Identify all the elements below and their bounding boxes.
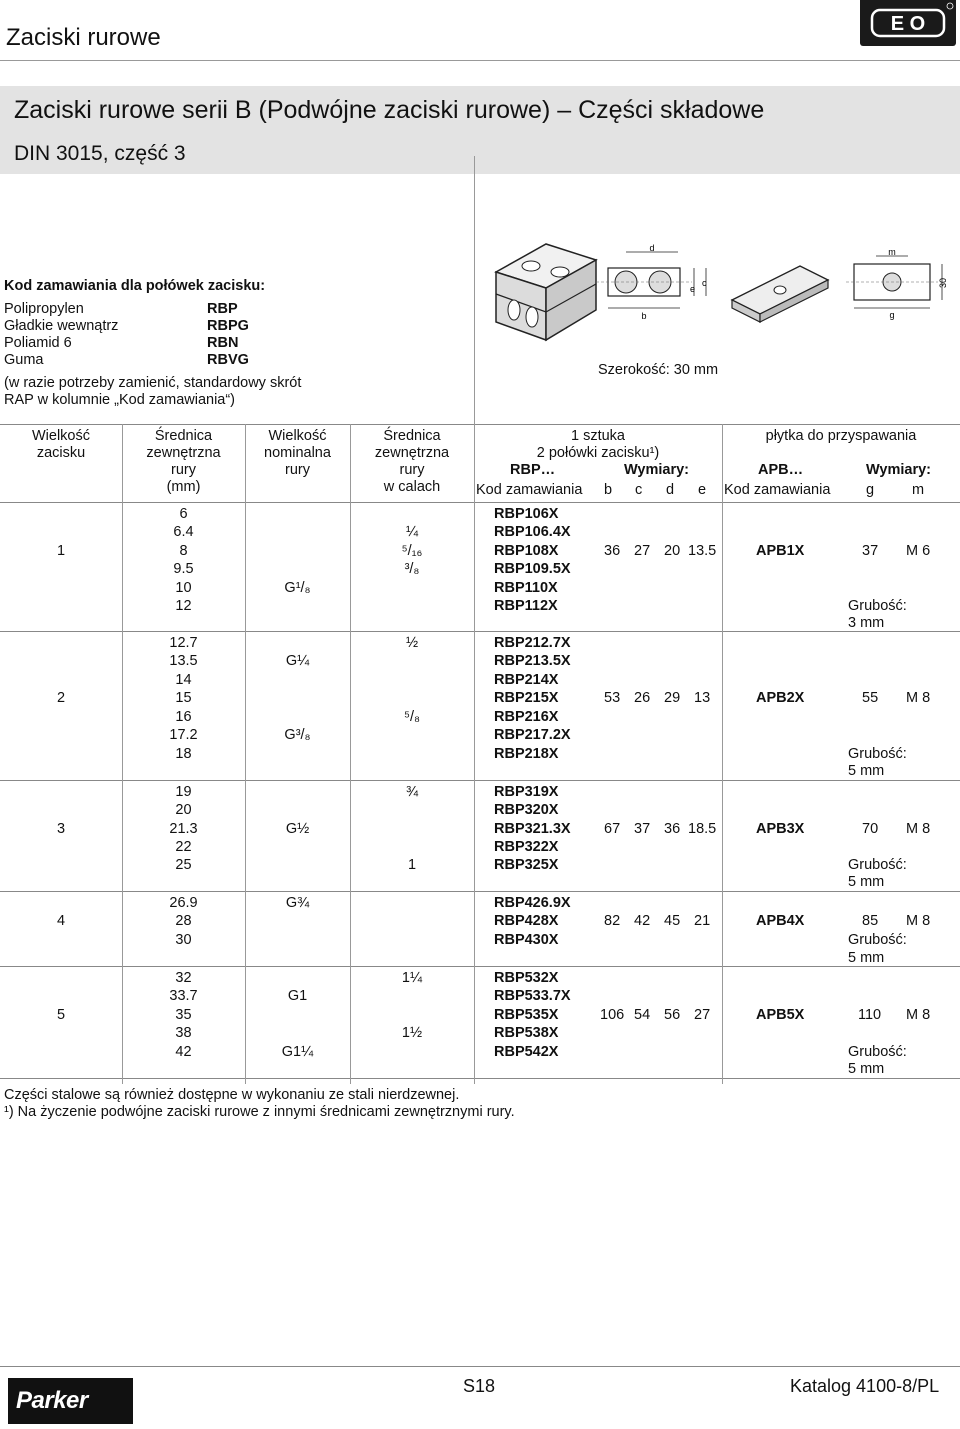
table-bottom-rule	[0, 1078, 960, 1079]
thickness-value: 5 mm	[848, 950, 885, 966]
od-mm: 21.3	[169, 821, 198, 837]
od-inch: ½	[405, 635, 419, 651]
dim-c: 26	[634, 690, 651, 706]
clamp-3d-drawing	[486, 232, 606, 344]
od-mm: 12.7	[169, 635, 198, 651]
od-inch: ³/₈	[404, 561, 420, 577]
order-code: RBP430X	[494, 932, 559, 948]
plate-g: 70	[862, 821, 879, 837]
dim-b: 67	[604, 821, 621, 837]
dim-b: 36	[604, 543, 621, 559]
header-plate: płytka do przyspawania	[765, 428, 917, 444]
eo-logo	[860, 0, 956, 46]
plate-code: APB5X	[756, 1007, 805, 1023]
vertical-separator	[474, 156, 475, 426]
header-dims: Wymiary:	[624, 462, 690, 478]
order-code: RBP542X	[494, 1044, 559, 1060]
dim-c: 42	[634, 913, 651, 929]
plate-m: M 8	[906, 913, 931, 929]
weld-plate-drawing	[728, 262, 832, 328]
group-rule-3	[0, 891, 960, 892]
width-note: Szerokość: 30 mm	[598, 362, 719, 378]
order-code: RBP106X	[494, 506, 559, 522]
footnote-1: ¹) Na życzenie podwójne zaciski rurowe z innymi średnicami zewnętrznymi rury.	[4, 1104, 515, 1120]
od-mm: 20	[175, 802, 192, 818]
plate-g: 85	[862, 913, 879, 929]
plate-code: APB2X	[756, 690, 805, 706]
section-title: Zaciski rurowe	[6, 24, 161, 51]
parker-logo-text: Parker	[16, 1387, 88, 1414]
header-g: g	[866, 482, 875, 498]
nominal-size: G¹/₈	[284, 580, 311, 596]
dim-d: 20	[664, 543, 681, 559]
header-piece: 1 sztuka 2 połówki zacisku¹)	[536, 428, 660, 461]
nominal-size: G¼	[285, 653, 310, 669]
od-mm: 33.7	[169, 988, 198, 1004]
dim-c-label: c	[702, 278, 707, 288]
order-code: RBP212.7X	[494, 635, 571, 651]
thickness-label: Grubość:	[848, 598, 907, 614]
clamp-size: 3	[56, 821, 66, 837]
order-code: RBP217.2X	[494, 727, 571, 743]
dim-e-label: e	[690, 284, 696, 294]
plate-code: APB4X	[756, 913, 805, 929]
order-code: RBP106.4X	[494, 524, 571, 540]
od-inch: ⁵/₁₆	[401, 543, 423, 559]
order-code: RBP321.3X	[494, 821, 571, 837]
page-title: Zaciski rurowe serii B (Podwójne zaciski rurowe) – Części składowe	[14, 96, 765, 124]
footer-rule	[0, 1366, 960, 1367]
header-apb: APB…	[758, 462, 804, 478]
od-inch: 1½	[401, 1025, 423, 1041]
plate-g: 37	[862, 543, 879, 559]
eo-logo-text: E O	[890, 13, 926, 35]
od-mm: 30	[175, 932, 192, 948]
nominal-size: G1	[287, 988, 308, 1004]
order-code: RBP214X	[494, 672, 559, 688]
od-inch: ⁵/₈	[403, 709, 421, 725]
order-note-line2: RAP w kolumnie „Kod zamawiania“)	[4, 392, 236, 408]
dim-b: 82	[604, 913, 621, 929]
order-code: RBP319X	[494, 784, 559, 800]
od-mm: 17.2	[169, 727, 198, 743]
plate-m: M 8	[906, 690, 931, 706]
order-code: RBP109.5X	[494, 561, 571, 577]
page-subtitle: DIN 3015, część 3	[14, 142, 186, 165]
order-code: RBP108X	[494, 543, 559, 559]
order-code: RBP215X	[494, 690, 559, 706]
dim-e: 13.5	[688, 543, 717, 559]
order-code: RBP325X	[494, 857, 559, 873]
order-code: RBP533.7X	[494, 988, 571, 1004]
od-mm: 32	[175, 970, 192, 986]
order-code: RBP428X	[494, 913, 559, 929]
dim-d: 36	[664, 821, 681, 837]
header-c: c	[635, 482, 643, 498]
order-code: RBP320X	[494, 802, 559, 818]
od-mm: 6.4	[173, 524, 194, 540]
thickness-label: Grubość:	[848, 746, 907, 762]
od-mm: 25	[175, 857, 192, 873]
od-inch: ¼	[405, 524, 419, 540]
header-rbp: RBP…	[510, 462, 556, 478]
thickness-value: 5 mm	[848, 763, 885, 779]
thickness-label: Grubość:	[848, 1044, 907, 1060]
od-mm: 35	[175, 1007, 192, 1023]
od-mm: 22	[175, 839, 192, 855]
plate-code: APB1X	[756, 543, 805, 559]
header-e: e	[698, 482, 707, 498]
od-mm: 8	[179, 543, 188, 559]
thickness-label: Grubość:	[848, 932, 907, 948]
plate-m: M 8	[906, 821, 931, 837]
order-code: RBP532X	[494, 970, 559, 986]
dim-d: 45	[664, 913, 681, 929]
order-code: RBP213.5X	[494, 653, 571, 669]
od-mm: 14	[175, 672, 192, 688]
clamp-size: 5	[56, 1007, 66, 1023]
dim-e: 18.5	[688, 821, 717, 837]
dim-c: 37	[634, 821, 651, 837]
nominal-size: G½	[285, 821, 310, 837]
order-code: RBP322X	[494, 839, 559, 855]
od-mm: 12	[175, 598, 192, 614]
group-rule-1	[0, 631, 960, 632]
group-rule-2	[0, 780, 960, 781]
header-rule	[0, 60, 960, 61]
dim-g-label: g	[889, 310, 895, 320]
nominal-size: G1¼	[281, 1044, 314, 1060]
dim-d: 29	[664, 690, 681, 706]
plate-m: M 6	[906, 543, 931, 559]
dim-e: 13	[694, 690, 711, 706]
plate-g: 110	[858, 1007, 882, 1023]
code-rbp: RBP	[207, 301, 238, 317]
dim-b-label: b	[641, 311, 647, 321]
header-code: Kod zamawiania	[476, 482, 583, 498]
nominal-size: G¾	[285, 895, 310, 911]
order-code: RBP112X	[494, 598, 558, 614]
clamp-size: 2	[56, 690, 66, 706]
plate-m: M 8	[906, 1007, 931, 1023]
clamp-section-drawing	[596, 242, 726, 322]
header-pdims: Wymiary:	[866, 462, 932, 478]
material-polipropylen: Polipropylen	[4, 301, 84, 317]
table-header-rule	[0, 502, 960, 503]
od-mm: 42	[175, 1044, 192, 1060]
header-m: m	[912, 482, 925, 498]
clamp-size: 1	[56, 543, 66, 559]
dim-b: 53	[604, 690, 621, 706]
col-divider	[722, 424, 723, 1084]
code-rbpg: RBPG	[207, 318, 249, 334]
plate-code: APB3X	[756, 821, 805, 837]
clamp-size: 4	[56, 913, 66, 929]
order-code: RBP538X	[494, 1025, 559, 1041]
parker-logo	[8, 1378, 133, 1424]
header-size: Wielkość zacisku	[31, 428, 90, 461]
od-mm: 18	[175, 746, 192, 762]
od-inch: ¾	[405, 784, 419, 800]
col-divider	[474, 424, 475, 1084]
dim-e: 27	[694, 1007, 711, 1023]
col-divider	[245, 424, 246, 1084]
thickness-label: Grubość:	[848, 857, 907, 873]
dim-c: 27	[634, 543, 651, 559]
od-mm: 6	[179, 506, 188, 522]
od-mm: 13.5	[169, 653, 198, 669]
order-code-heading: Kod zamawiania dla połówek zacisku:	[4, 278, 266, 294]
od-mm: 28	[175, 913, 192, 929]
order-code: RBP110X	[494, 580, 558, 596]
header-od-inch: Średnica zewnętrzna rury w calach	[374, 428, 450, 495]
order-note-line1: (w razie potrzeby zamienić, standardowy skrót	[4, 375, 302, 391]
dim-30-label: 30	[938, 277, 948, 288]
thickness-value: 5 mm	[848, 874, 885, 890]
dim-m-label: m	[888, 247, 896, 257]
od-mm: 10	[175, 580, 192, 596]
nominal-size: G³/₈	[284, 727, 311, 743]
group-rule-4	[0, 966, 960, 967]
dim-c: 54	[634, 1007, 651, 1023]
order-code: RBP426.9X	[494, 895, 571, 911]
plate-g: 55	[862, 690, 879, 706]
header-b: b	[604, 482, 613, 498]
od-mm: 19	[175, 784, 192, 800]
od-inch: 1¼	[401, 970, 423, 986]
header-od-mm: Średnica zewnętrzna rury (mm)	[146, 428, 221, 495]
header-pcode: Kod zamawiania	[724, 482, 831, 498]
order-code: RBP218X	[494, 746, 559, 762]
od-mm: 16	[175, 709, 192, 725]
table-top-rule	[0, 424, 960, 425]
footnote-steel: Części stalowe są również dostępne w wykonaniu ze stali nierdzewnej.	[4, 1087, 460, 1103]
header-d: d	[666, 482, 675, 498]
catalog-number: Katalog 4100-8/PL	[790, 1376, 940, 1396]
od-mm: 9.5	[173, 561, 194, 577]
order-code: RBP216X	[494, 709, 559, 725]
code-rbvg: RBVG	[207, 352, 249, 368]
header-nominal: Wielkość nominalna rury	[264, 428, 331, 478]
order-code: RBP535X	[494, 1007, 559, 1023]
od-mm: 38	[175, 1025, 192, 1041]
od-mm: 15	[175, 690, 192, 706]
dim-b: 106	[600, 1007, 625, 1023]
dim-d: 56	[664, 1007, 681, 1023]
od-mm: 26.9	[169, 895, 198, 911]
weld-plate-section-drawing	[846, 246, 950, 320]
dim-e: 21	[694, 913, 711, 929]
thickness-value: 3 mm	[848, 615, 885, 631]
dim-d-label: d	[649, 243, 655, 253]
od-inch: 1	[407, 857, 417, 873]
thickness-value: 5 mm	[848, 1061, 885, 1077]
code-rbn: RBN	[207, 335, 239, 351]
material-guma: Guma	[4, 352, 44, 368]
material-poliamid: Poliamid 6	[4, 335, 72, 351]
material-gladkie: Gładkie wewnątrz	[4, 318, 119, 334]
page-number: S18	[463, 1376, 496, 1396]
